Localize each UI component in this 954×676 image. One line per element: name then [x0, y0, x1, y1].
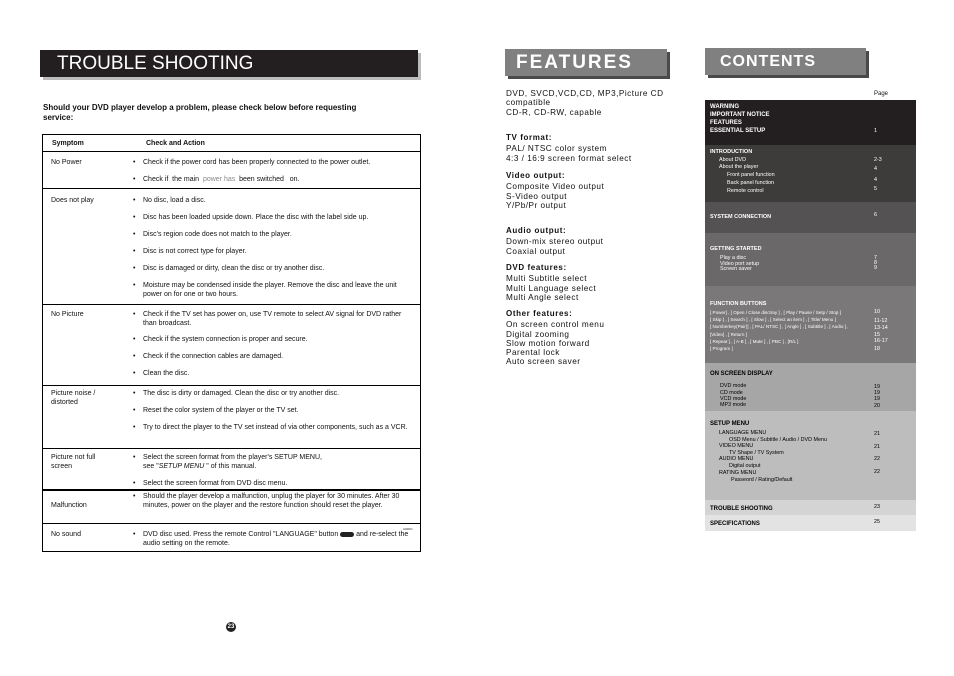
symptom: Picture not full screen — [51, 454, 96, 470]
action: • Check if the power cord has been properly connected to the power outlet. — [133, 158, 415, 167]
feature-group: TV format: PAL/ NTSC color system 4:3 / 16:9 screen format select — [506, 133, 632, 163]
page-column-label: Page — [874, 91, 889, 97]
action: • Clean the disc. — [133, 369, 415, 378]
symptom: No Picture — [51, 311, 84, 318]
feature-group: Audio output: Down-mix stereo output Coaxial output — [506, 226, 604, 256]
table-row — [43, 449, 420, 491]
contents-section-system: SYSTEM CONNECTION 6 — [705, 202, 916, 233]
action: • Select the screen format from the player's SETUP MENU, see "SETUP MENU " of this manual. — [133, 453, 415, 471]
feature-group: Video output: Composite Video output S-Video output Y/Pb/Pr output — [506, 171, 605, 210]
trouble-table — [42, 134, 421, 552]
feature-group: DVD features: Multi Subtitle select Multi Language select Multi Angle select — [506, 263, 597, 302]
action: • Reset the color system of the player or the TV set. — [133, 406, 415, 415]
table-row — [43, 491, 420, 524]
action: • Moisture may be condensed inside the player. Remove the disc and leave the unit power on for one or two hours. — [133, 281, 415, 299]
trouble-shooting-title: TROUBLE SHOOTING — [40, 50, 418, 77]
symptom: No Power — [51, 159, 82, 166]
action: • Check if the TV set has power on, use TV remote to select AV signal for DVD rather than broadcast. — [133, 310, 415, 328]
table-row — [43, 152, 420, 189]
trouble-intro: Should your DVD player develop a problem, please check below before requesting service: — [43, 103, 357, 122]
action-header: Check and Action — [146, 140, 205, 147]
contents-section-osd: ON SCREEN DISPLAY DVD mode CD mode VCD mode MP3 mode 19 19 19 20 — [705, 363, 916, 411]
symptom: No sound — [51, 531, 81, 538]
table-header — [43, 135, 420, 152]
contents-section-function-buttons: FUNCTION BUTTONS [ Power] , [ Open / Close disctray ] , [ Play / Pause / Setp / Stop ] [ Skip ] , [ Search ] , [ Slow ] , [ Select an item ] , [ Title/ Menu ] [ Numberkey(Pair)] , [ PAL/ NTSC ] , [ Angle ] , [ Subtitle ] , [ Audio ] , [Video] , [ Return ] [ Repeat ] , [ A-B ] , [ Mute ] , [ PBC ] , [R/L ] [ Program ] 10 11-12 13-14 15 16-17 18 — [705, 286, 916, 363]
symptom: Picture noise / distorted — [51, 390, 96, 406]
symptom-header: Symptom — [52, 140, 84, 147]
audio-button-icon — [340, 532, 354, 537]
audio-button-label: AUDIO — [403, 527, 413, 531]
action: • Check if the connection cables are damaged. — [133, 352, 415, 361]
symptom: Does not play — [51, 197, 94, 204]
action: • Disc is not correct type for player. — [133, 247, 415, 256]
contents-section-setup-menu: SETUP MENU LANGUAGE MENU OSD Menu / Subtitle / Audio / DVD Menu VIDEO MENU TV Shape / TV System AUDIO MENU Digital output RATING MENU Passeord / Rating/Default 21 21 22 22 — [705, 411, 916, 500]
table-row — [43, 305, 420, 386]
action: • Disc is damaged or dirty, clean the disc or try another disc. — [133, 264, 415, 273]
action: • Check if the main power has been switched on. — [133, 175, 415, 184]
page-number: 23 — [227, 624, 235, 630]
contents-section-specifications: SPECIFICATIONS 25 — [705, 515, 916, 531]
table-row — [43, 386, 420, 449]
action: • Try to direct the player to the TV set instead of via other components, such as a VCR. — [133, 423, 415, 432]
contents-section-trouble-shooting: TROUBLE SHOOTING 23 — [705, 500, 916, 515]
feature-group: Other features: On screen control menu Digital zooming Slow motion forward Parental lock Auto screen saver — [506, 309, 605, 367]
action: • The disc is dirty or damaged. Clean the disc or try another disc. — [133, 389, 415, 398]
action: • Disc has been loaded upside down. Place the disc with the label side up. — [133, 213, 415, 222]
contents-title: CONTENTS — [705, 48, 866, 75]
action: • Should the player develop a malfunction, unplug the player for 30 minutes. After 30 minutes, power on the player and the restore function should reset the player. — [133, 492, 415, 510]
action: • Select the screen format from DVD disc menu. — [133, 479, 415, 488]
symptom: Malfunction — [51, 502, 87, 509]
contents-section-getting-started: GETTING STARTED Play a disc Video port setup Screen saver 7 8 9 — [705, 233, 916, 286]
table-row — [43, 189, 420, 305]
action: • Disc's region code does not match to the player. — [133, 230, 415, 239]
features-formats: DVD, SVCD,VCD,CD, MP3,Picture CD compatible CD-R, CD-RW, capable — [506, 89, 664, 117]
features-title: FEATURES — [505, 49, 667, 76]
contents-section-introduction: INTRODUCTION About DVD About the player Front panel function Back panel function Remote control 2-3 4 4 5 — [705, 145, 916, 202]
table-row — [43, 524, 420, 552]
contents-section-warning: WARNING IMPORTANT NOTICE FEATURES ESSENTIAL SETUP 1 — [705, 100, 916, 145]
action: • DVD disc used. Press the remote Control "LANGUAGE" button and re-select the audio setting on the remote. — [133, 530, 415, 548]
action: • Check if the system connection is proper and secure. — [133, 335, 415, 344]
action: • No disc, load a disc. — [133, 196, 415, 205]
